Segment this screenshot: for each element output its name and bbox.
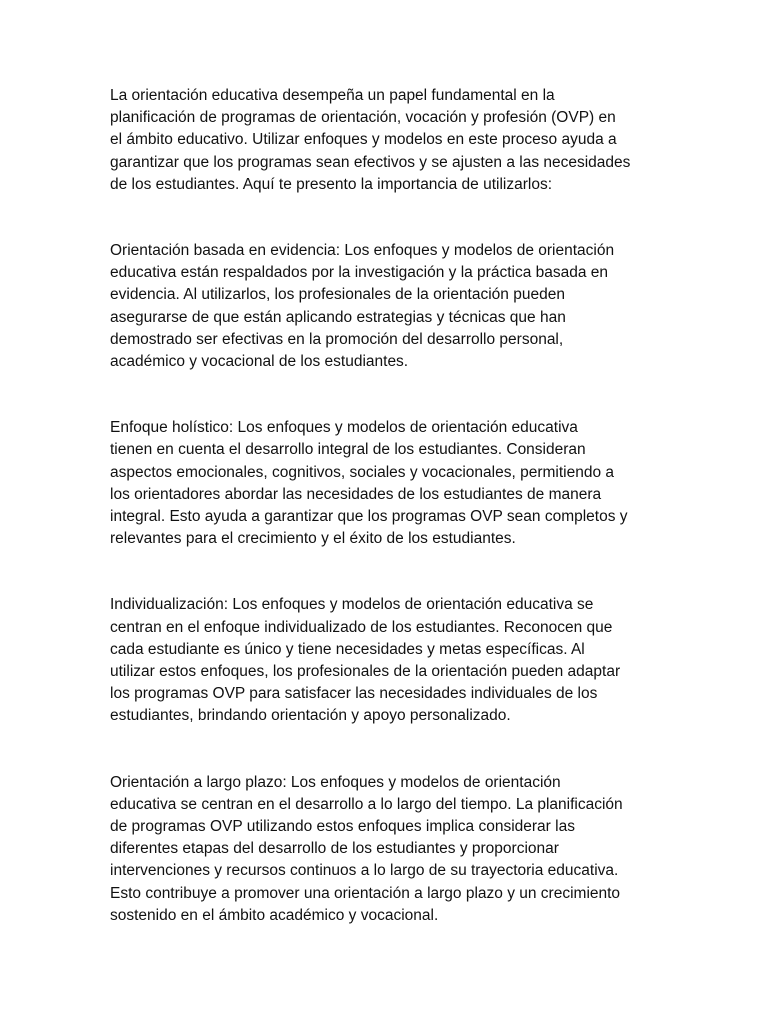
- text-line: Orientación a largo plazo: Los enfoques y modelos de orientación: [110, 773, 561, 791]
- text-line: aspectos emocionales, cognitivos, sociales y vocacionales, permitiendo a: [110, 463, 615, 481]
- text-line: asegurarse de que están aplicando estrategias y técnicas que han: [110, 308, 566, 326]
- text-line: relevantes para el crecimiento y el éxito de los estudiantes.: [110, 530, 516, 548]
- text-line: educativa se centran en el desarrollo a lo largo del tiempo. La planificación: [110, 795, 623, 813]
- text-line: utilizar estos enfoques, los profesionales de la orientación pueden adaptar: [110, 663, 621, 681]
- text-line: educativa están respaldados por la investigación y la práctica basada en: [110, 264, 609, 282]
- text-line: planificación de programas de orientación, vocación y profesión (OVP) en: [110, 109, 616, 127]
- paragraph-long-term: [110, 772, 670, 927]
- paragraph-individualization: [110, 594, 670, 727]
- text-line: sostenido en el ámbito académico y vocacional.: [110, 906, 439, 924]
- document-body: [110, 85, 670, 927]
- text-line: estudiantes, brindando orientación y apoyo personalizado.: [110, 707, 511, 725]
- text-line: garantizar que los programas sean efectivos y se ajusten a las necesidades: [110, 153, 631, 171]
- text-line: el ámbito educativo. Utilizar enfoques y modelos en este proceso ayuda a: [110, 131, 617, 149]
- text-line: de los estudiantes. Aquí te presento la importancia de utilizarlos:: [110, 175, 553, 193]
- text-line: Orientación basada en evidencia: Los enfoques y modelos de orientación: [110, 242, 615, 260]
- text-line: cada estudiante es único y tiene necesidades y metas específicas. Al: [110, 640, 585, 658]
- text-line: La orientación educativa desempeña un papel fundamental en la: [110, 87, 555, 104]
- text-line: los orientadores abordar las necesidades de los estudiantes de manera: [110, 485, 602, 503]
- text-line: centran en el enfoque individualizado de los estudiantes. Reconocen que: [110, 618, 613, 636]
- text-line: diferentes etapas del desarrollo de los estudiantes y proporcionar: [110, 840, 559, 858]
- text-line: evidencia. Al utilizarlos, los profesionales de la orientación pueden: [110, 286, 565, 304]
- text-line: los programas OVP para satisfacer las necesidades individuales de los: [110, 685, 598, 703]
- paragraph-holistic: [110, 417, 670, 550]
- text-line: demostrado ser efectivas en la promoción del desarrollo personal,: [110, 330, 564, 348]
- paragraph-evidence-based: [110, 240, 670, 373]
- text-line: integral. Esto ayuda a garantizar que los programas OVP sean completos y: [110, 508, 628, 526]
- text-line: intervenciones y recursos continuos a lo largo de su trayectoria educativa.: [110, 862, 619, 880]
- paragraph-introduction: [110, 85, 670, 196]
- text-line: Enfoque holístico: Los enfoques y modelos de orientación educativa: [110, 419, 578, 437]
- text-line: académico y vocacional de los estudiantes.: [110, 353, 409, 371]
- text-line: de programas OVP utilizando estos enfoques implica considerar las: [110, 818, 575, 836]
- text-line: tienen en cuenta el desarrollo integral de los estudiantes. Consideran: [110, 441, 586, 459]
- text-line: Individualización: Los enfoques y modelos de orientación educativa se: [110, 596, 594, 614]
- text-line: Esto contribuye a promover una orientación a largo plazo y un crecimiento: [110, 884, 621, 902]
